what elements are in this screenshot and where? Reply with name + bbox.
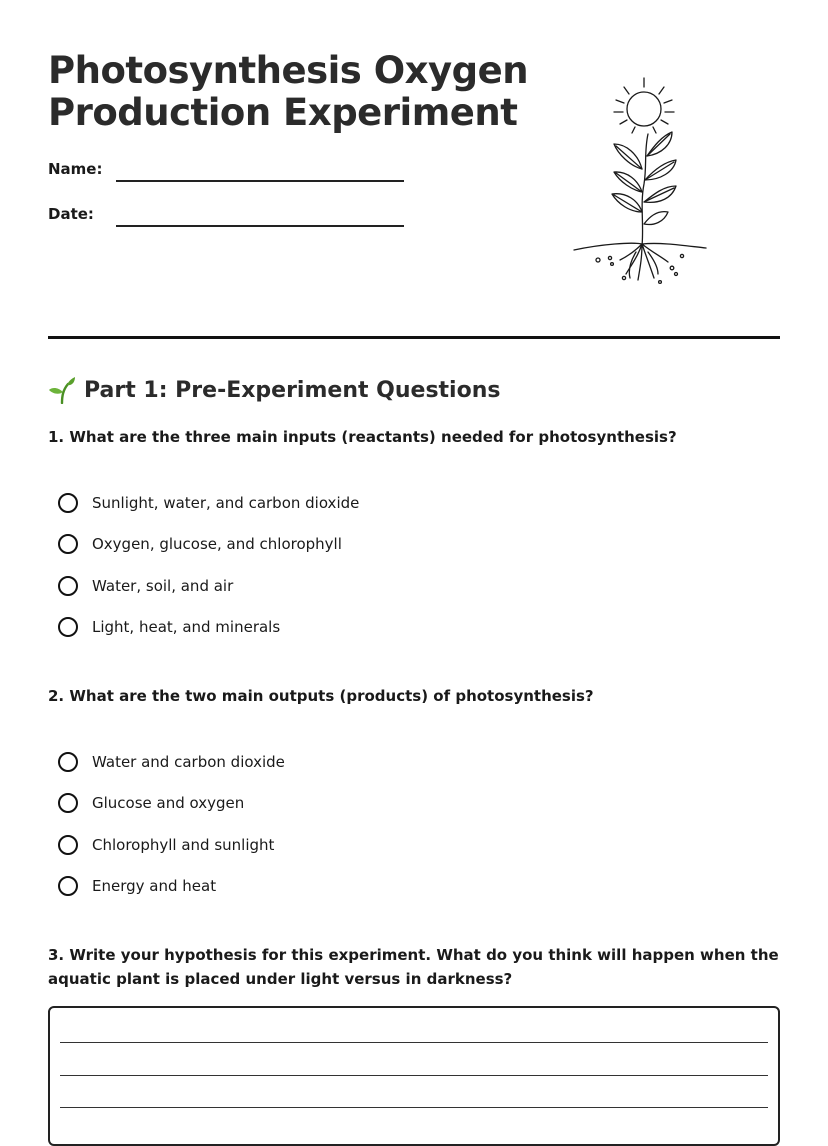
option-text: Oxygen, glucose, and chlorophyll — [92, 535, 342, 554]
plant-with-sun-icon — [572, 74, 712, 286]
option-text: Light, heat, and minerals — [92, 618, 281, 637]
hypothesis-answer-box[interactable] — [48, 1006, 780, 1146]
question-3: 3. Write your hypothesis for this experiment. What do you think will happen when the aquatic plant is placed under light versus in darkness? — [48, 946, 779, 988]
q2-option-c[interactable] — [58, 824, 285, 866]
radio-button[interactable] — [58, 617, 78, 637]
question-2: 2. What are the two main outputs (products) of photosynthesis? — [48, 687, 594, 705]
radio-button[interactable] — [58, 835, 78, 855]
q1-option-a[interactable] — [58, 482, 359, 524]
q2-option-a[interactable] — [58, 741, 285, 783]
radio-button[interactable] — [58, 752, 78, 772]
option-text: Energy and heat — [92, 877, 217, 896]
date-label: Date: — [48, 205, 94, 223]
question-2-options — [58, 741, 285, 907]
date-field — [48, 205, 408, 229]
answer-line — [60, 1075, 768, 1076]
q1-option-b[interactable] — [58, 524, 359, 566]
radio-button[interactable] — [58, 876, 78, 896]
radio-button[interactable] — [58, 793, 78, 813]
answer-line — [60, 1042, 768, 1043]
option-text: Chlorophyll and sunlight — [92, 835, 275, 854]
q1-option-d[interactable] — [58, 607, 359, 649]
radio-button[interactable] — [58, 576, 78, 596]
page-title: Photosynthesis Oxygen Production Experiment — [48, 49, 529, 134]
option-text: Water, soil, and air — [92, 576, 234, 595]
part1-heading-text: Part 1: Pre-Experiment Questions — [84, 377, 501, 403]
sprout-icon — [48, 376, 76, 404]
date-input-line[interactable] — [116, 225, 404, 227]
question-1-options — [58, 482, 359, 648]
q2-option-b[interactable] — [58, 783, 285, 825]
option-text: Sunlight, water, and carbon dioxide — [92, 493, 360, 512]
part1-heading — [48, 374, 500, 406]
header-divider — [48, 336, 780, 339]
name-input-line[interactable] — [116, 180, 404, 182]
q1-option-c[interactable] — [58, 565, 359, 607]
question-1: 1. What are the three main inputs (reactants) needed for photosynthesis? — [48, 428, 677, 446]
q2-option-d[interactable] — [58, 866, 285, 908]
option-text: Glucose and oxygen — [92, 794, 245, 813]
radio-button[interactable] — [58, 534, 78, 554]
worksheet-page — [48, 0, 780, 1118]
name-label: Name: — [48, 160, 103, 178]
name-field — [48, 160, 408, 184]
radio-button[interactable] — [58, 493, 78, 513]
option-text: Water and carbon dioxide — [92, 752, 285, 771]
answer-line — [60, 1107, 768, 1108]
